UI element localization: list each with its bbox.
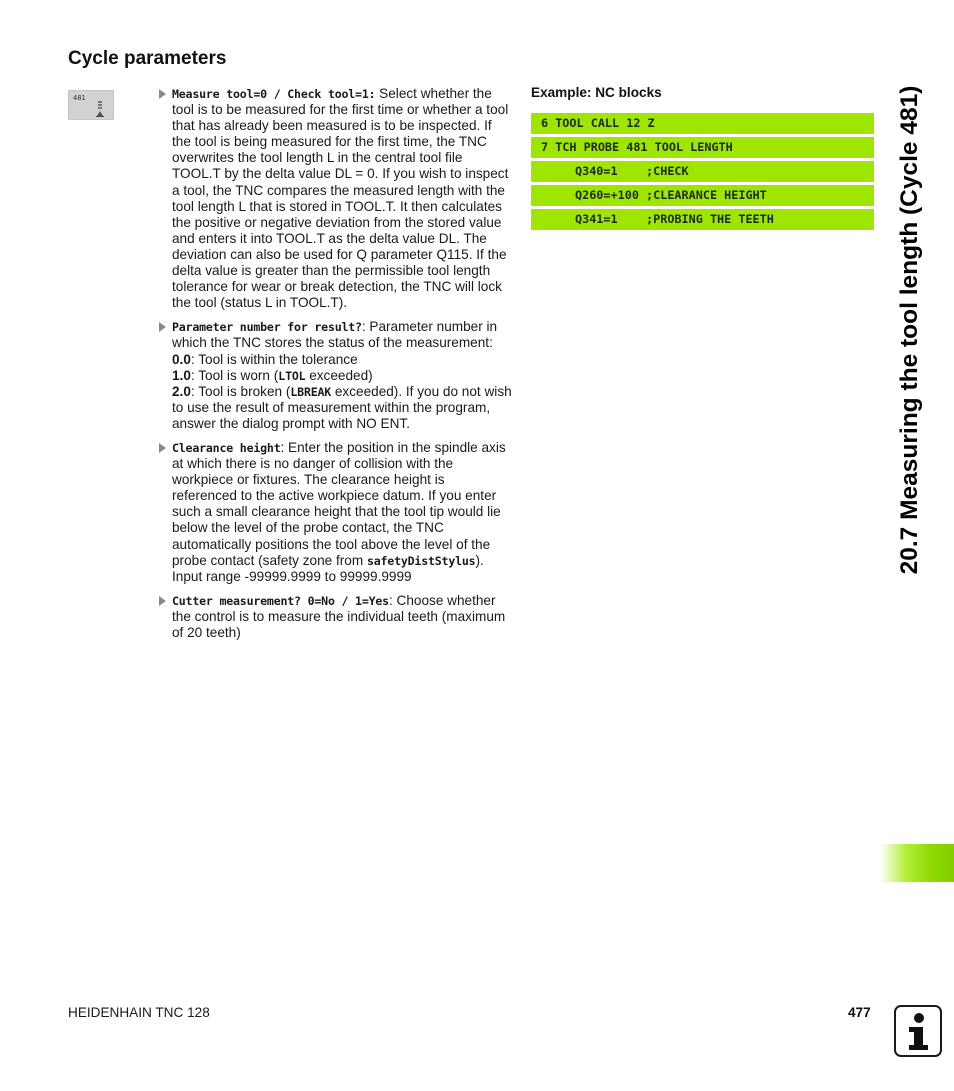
info-icon [894, 1005, 942, 1057]
param-description: Select whether the tool is to be measured for the first time or whether a tool that has already been measured is to be inspected. If the tool is being measured for the first time, the TNC overwrites the tool length L in the central tool file TOOL.T by the delta value DL = 0. If you wish to inspect a tool, the TNC compares the measured length with the tool length L that is stored in TOOL.T. It then calculates the positive or negative deviation from the stored value and enters it into TOOL.T as the delta value DL. The deviation can also be used for Q parameter Q115. If the delta value is greater than the permissible tool length tolerance for wear or break detection, the TNC will lock the tool (status L in TOOL.T). [172, 86, 509, 311]
cycle-481-icon [68, 90, 114, 120]
param-cutter-measurement [158, 593, 512, 641]
lbreak-code: LBREAK [290, 384, 332, 399]
param-clearance-height [158, 440, 512, 585]
nc-block-row: Q260=+100 ;CLEARANCE HEIGHT [531, 185, 874, 206]
cycle-parameter-list [158, 86, 512, 649]
result-value-1: 1.0 [172, 367, 191, 383]
param-name: Measure tool=0 / Check tool=1: [172, 87, 376, 101]
chapter-tab-marker [880, 844, 954, 882]
result-value-0: 0.0 [172, 351, 191, 367]
bullet-arrow-icon [159, 596, 166, 606]
ltol-code: LTOL [278, 368, 306, 383]
result-value-0-text: : Tool is within the tolerance [190, 351, 358, 367]
param-description: : Parameter number in which the TNC stores the status of the measurement: [172, 319, 498, 351]
param-result-number [158, 319, 512, 432]
footer-product: HEIDENHAIN TNC 128 [68, 1005, 210, 1020]
param-name: Parameter number for result? [172, 320, 362, 335]
cycle-number: 481 [73, 94, 86, 102]
nc-block-row: Q341=1 ;PROBING THE TEETH [531, 209, 874, 230]
bullet-arrow-icon [159, 443, 166, 453]
param-name: Cutter measurement? 0=No / 1=Yes [172, 593, 389, 608]
param-description: : Enter the position in the spindle axis at which there is no danger of collision with the workpiece or fixtures. The clearance height is referenced to the active workpiece datum. If you enter such a small clearance height that the tool tip would lie below the level of the probe contact, the TNC automatically positions the tool above the level of the probe contact (safety zone from [172, 439, 506, 568]
bullet-arrow-icon [159, 322, 166, 332]
nc-block-row: Q340=1 ;CHECK [531, 161, 874, 182]
result-value-1-text: : Tool is worn ( [190, 367, 279, 383]
nc-block-list [531, 113, 874, 233]
param-description: : Choose whether the control is to measure the individual teeth (maximum of 20 teeth) [172, 592, 506, 640]
nc-block-row: 7 TCH PROBE 481 TOOL LENGTH [531, 137, 874, 158]
probe-icon [95, 101, 105, 117]
nc-block-row: 6 TOOL CALL 12 Z [531, 113, 874, 134]
example-label: Example: NC blocks [531, 85, 662, 100]
param-description-end: ). Input range -99999.9999 to 99999.9999 [172, 552, 484, 584]
result-value-1-text-end: exceeded) [305, 367, 373, 383]
result-value-2-text-end: exceeded). If you do not wish to use the result of measurement within the program, answer the dialog prompt with NO ENT. [172, 383, 512, 431]
page-number: 477 [848, 1005, 871, 1020]
param-name: Clearance height [172, 440, 281, 455]
result-value-2: 2.0 [172, 383, 191, 399]
param-measure-check [158, 86, 512, 311]
result-value-2-text: : Tool is broken ( [190, 383, 291, 399]
page-heading: Cycle parameters [68, 48, 227, 69]
bullet-arrow-icon [159, 89, 166, 99]
safety-dist-code: safetyDistStylus [366, 553, 476, 568]
chapter-side-title: 20.7 Measuring the tool length (Cycle 481) [896, 85, 923, 575]
